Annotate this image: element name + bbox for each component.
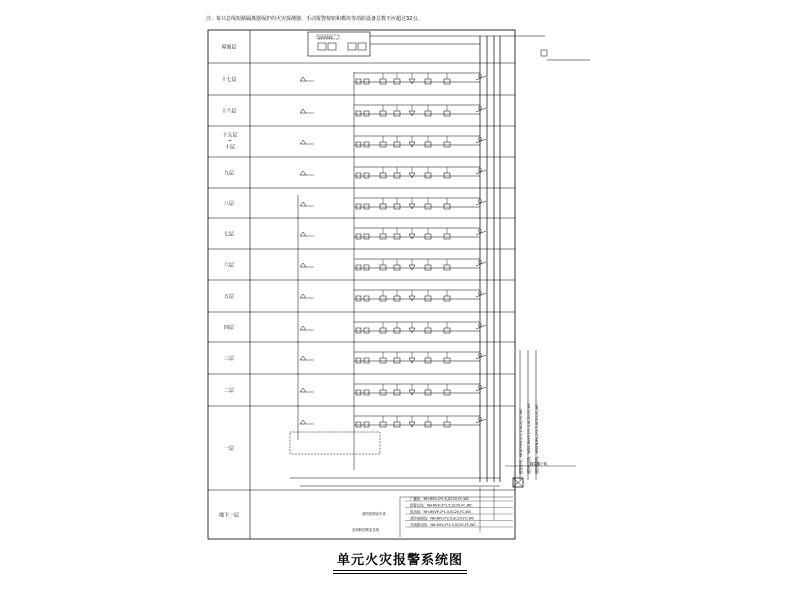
- alarm-device-icon: [444, 142, 450, 147]
- speaker-icon: [409, 265, 415, 270]
- isolator-mark: [476, 419, 486, 423]
- alarm-device-icon: [425, 358, 431, 363]
- alarm-device-icon: [394, 328, 400, 333]
- isolator-mark: [476, 293, 486, 297]
- heat-detector-icon: [364, 265, 369, 270]
- speaker-icon: [409, 328, 415, 333]
- riser-cable-label: 报警总线、WDZ-RVS-2*1.5,SC20,FC,WC: [519, 408, 523, 474]
- legend-entry: 消防电源线：NH-BYJ-2*2.5,SC20,FC,WC: [410, 516, 475, 521]
- alarm-device-icon: [444, 358, 450, 363]
- floor-label: 一层: [223, 446, 235, 452]
- alarm-device-icon: [444, 328, 450, 333]
- phone-jack-icon: [300, 109, 306, 113]
- alarm-device-icon: [380, 358, 386, 363]
- speaker-icon: [409, 204, 415, 209]
- roof-box-label: 消防控制室: [318, 35, 334, 40]
- alarm-device-icon: [425, 422, 431, 427]
- speaker-icon: [409, 422, 415, 427]
- roof-junction-box: [541, 50, 547, 56]
- roof-module-icon: [328, 43, 336, 50]
- smoke-detector-icon: [356, 265, 361, 270]
- alarm-device-icon: [380, 265, 386, 270]
- alarm-device-icon: [444, 265, 450, 270]
- smoke-detector-icon: [356, 390, 361, 395]
- alarm-device-icon: [425, 296, 431, 301]
- heat-detector-icon: [364, 422, 369, 427]
- alarm-device-icon: [394, 422, 400, 427]
- phone-jack-icon: [300, 140, 306, 144]
- floor-label: 六层: [223, 262, 235, 269]
- alarm-device-icon: [425, 142, 431, 147]
- riser-cable-label: 消防电源线、WDZN-BYJ-2*2.5,SC20,FC,WC: [535, 404, 539, 474]
- floor-label: 十六层: [221, 108, 237, 115]
- smoke-detector-icon: [356, 234, 361, 239]
- alarm-device-icon: [380, 204, 386, 209]
- alarm-device-icon: [425, 173, 431, 178]
- smoke-detector-icon: [356, 79, 361, 84]
- floor-label: 四层: [223, 325, 235, 331]
- isolator-mark: [476, 231, 486, 235]
- speaker-icon: [409, 296, 415, 301]
- isolator-mark: [476, 355, 486, 359]
- alarm-device-icon: [380, 142, 386, 147]
- heat-detector-icon: [364, 111, 369, 116]
- alarm-device-icon: [444, 173, 450, 178]
- speaker-icon: [409, 234, 415, 239]
- phone-jack-icon: [300, 326, 306, 330]
- floor-box-label: 楼层端子箱: [530, 462, 547, 466]
- isolator-mark: [476, 108, 486, 112]
- legend-entry: 多线联动线：NH-KVV-2*1.5,SC25,FC,WC: [410, 523, 476, 527]
- phone-jack-icon: [300, 388, 306, 392]
- roof-module-icon: [348, 43, 356, 50]
- heat-detector-icon: [364, 296, 369, 301]
- alarm-device-icon: [425, 79, 431, 84]
- speaker-icon: [409, 142, 415, 147]
- alarm-device-icon: [425, 390, 431, 395]
- alarm-device-icon: [380, 79, 386, 84]
- alarm-device-icon: [394, 204, 400, 209]
- heat-detector-icon: [364, 328, 369, 333]
- alarm-device-icon: [380, 390, 386, 395]
- alarm-device-icon: [425, 111, 431, 116]
- floor-label: 二层: [223, 388, 235, 394]
- alarm-device-icon: [394, 111, 400, 116]
- drawing-note: 注：每只总线短路隔离器保护的火灾探测器、手动报警按钮和模块等消防设备总数不应超过32点。: [206, 16, 423, 22]
- alarm-device-icon: [444, 79, 450, 84]
- heat-detector-icon: [364, 142, 369, 147]
- isolator-mark: [476, 76, 486, 80]
- smoke-detector-icon: [356, 111, 361, 116]
- floor-label: 九层: [223, 170, 235, 177]
- phone-jack-icon: [300, 77, 306, 81]
- phone-jack-icon: [300, 171, 306, 175]
- legend-title: 消防控制室引来: [362, 512, 386, 516]
- speaker-icon: [409, 358, 415, 363]
- phone-jack-icon: [300, 420, 306, 424]
- alarm-device-icon: [425, 265, 431, 270]
- floor-label: 地下一层: [218, 512, 240, 519]
- alarm-device-icon: [444, 422, 450, 427]
- floor-label: 屋面层: [221, 44, 237, 51]
- floor-label-tilde: ~: [227, 138, 233, 145]
- title-underline-2: [333, 573, 467, 574]
- smoke-detector-icon: [356, 173, 361, 178]
- alarm-device-icon: [425, 234, 431, 239]
- smoke-detector-icon: [356, 422, 361, 427]
- alarm-device-icon: [394, 358, 400, 363]
- alarm-device-icon: [444, 204, 450, 209]
- speaker-icon: [409, 111, 415, 116]
- heat-detector-icon: [364, 390, 369, 395]
- alarm-device-icon: [380, 422, 386, 427]
- speaker-icon: [409, 79, 415, 84]
- smoke-detector-icon: [356, 204, 361, 209]
- legend-entry: 电话线：NH-RVVP-2*1.0,SC20,FC,WC: [410, 510, 472, 514]
- smoke-detector-icon: [356, 358, 361, 363]
- floor-label: 三层: [223, 356, 235, 362]
- riser-cable-label: 消防电话线、WDZ-RVVP-2*1.0,SC20,FC,WC: [527, 402, 531, 474]
- smoke-detector-icon: [356, 328, 361, 333]
- alarm-device-icon: [394, 296, 400, 301]
- isolator-mark: [476, 325, 486, 329]
- alarm-device-icon: [380, 111, 386, 116]
- isolator-mark: [476, 170, 486, 174]
- heat-detector-icon: [364, 173, 369, 178]
- legend-bottom-label: 至消防控制室总线: [352, 528, 380, 532]
- floor-label: 七层: [223, 231, 235, 238]
- title-underline-1: [333, 570, 467, 571]
- phone-jack-icon: [300, 356, 306, 360]
- heat-detector-icon: [364, 204, 369, 209]
- floor-label: 十七层: [221, 77, 237, 83]
- floor-label: 五层: [223, 294, 235, 300]
- alarm-device-icon: [394, 390, 400, 395]
- alarm-device-icon: [444, 111, 450, 116]
- alarm-device-icon: [444, 234, 450, 239]
- heat-detector-icon: [364, 79, 369, 84]
- diagram-title: 单元火灾报警系统图: [336, 553, 463, 568]
- phone-jack-icon: [300, 202, 306, 206]
- isolator-mark: [476, 387, 486, 391]
- smoke-detector-icon: [356, 296, 361, 301]
- floor-label: 十五层: [222, 132, 238, 139]
- heat-detector-icon: [364, 234, 369, 239]
- ground-floor-panel: [290, 432, 380, 454]
- roof-module-icon: [358, 43, 366, 50]
- alarm-device-icon: [380, 296, 386, 301]
- legend-entry: 报警总线：NH-RVS-2*1.5,SC20,FC,WC: [410, 503, 473, 508]
- alarm-device-icon: [380, 328, 386, 333]
- floor-label: 八层: [223, 201, 235, 207]
- alarm-device-icon: [394, 173, 400, 178]
- heat-detector-icon: [364, 358, 369, 363]
- isolator-mark: [476, 201, 486, 205]
- alarm-device-icon: [380, 173, 386, 178]
- alarm-device-icon: [444, 390, 450, 395]
- roof-module-icon: [318, 43, 326, 50]
- phone-jack-icon: [300, 294, 306, 298]
- phone-jack-icon: [300, 263, 306, 267]
- alarm-device-icon: [394, 142, 400, 147]
- alarm-device-icon: [444, 296, 450, 301]
- alarm-device-icon: [394, 79, 400, 84]
- alarm-device-icon: [425, 204, 431, 209]
- table-frame: [208, 30, 515, 539]
- alarm-device-icon: [380, 234, 386, 239]
- isolator-mark: [476, 262, 486, 266]
- alarm-device-icon: [425, 328, 431, 333]
- isolator-mark: [476, 139, 486, 143]
- smoke-detector-icon: [356, 142, 361, 147]
- legend-entry: 广播线：NH-RVV-2*1.5,SC20,FC,WC: [410, 497, 470, 501]
- alarm-device-icon: [394, 234, 400, 239]
- speaker-icon: [409, 390, 415, 395]
- alarm-device-icon: [394, 265, 400, 270]
- phone-jack-icon: [300, 232, 306, 236]
- speaker-icon: [409, 173, 415, 178]
- floor-label: 十层: [224, 144, 236, 151]
